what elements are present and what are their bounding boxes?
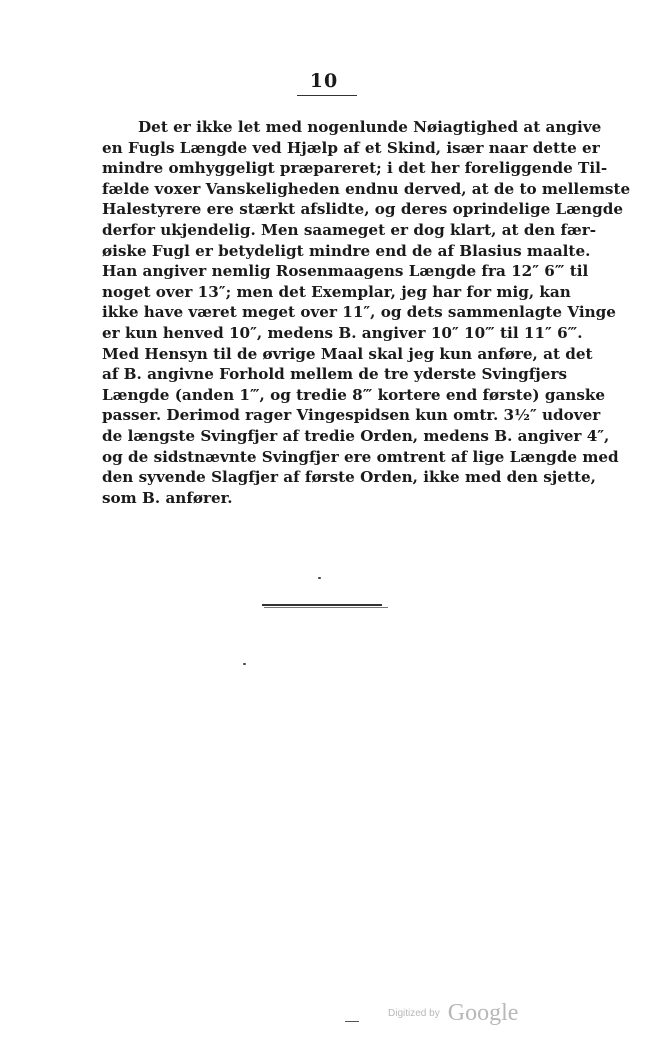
text-line: Halestyrere ere stærkt afslidte, og deres oprindelige Længde <box>102 200 623 219</box>
bottom-dash <box>345 1021 359 1022</box>
page-number-underline <box>297 95 357 96</box>
text-line: noget over 13″; men det Exemplar, jeg har for mig, kan <box>102 282 571 301</box>
text-line: øiske Fugl er betydeligt mindre end de af Blasius maalte. <box>102 241 591 260</box>
watermark-prefix: Digitized by <box>388 1008 440 1019</box>
text-line: Han angiver nemlig Rosenmaagens Længde fra 12″ 6‴ til <box>102 262 589 281</box>
text-line: passer. Derimod rager Vingespidsen kun omtr. 3½″ udover <box>102 406 601 425</box>
ink-speck <box>318 577 321 579</box>
text-line: Det er ikke let med nogenlunde Nøiagtighed at angive <box>138 118 602 136</box>
text-line: mindre omhyggeligt præpareret; i det her foreliggende Til- <box>102 159 608 178</box>
text-line: den syvende Slagfjer af første Orden, ikke med den sjette, <box>102 468 596 487</box>
text-line: de længste Svingfjer af tredie Orden, medens B. angiver 4″, <box>102 426 610 445</box>
text-line: som B. anfører. <box>102 488 233 507</box>
text-line: og de sidstnævnte Svingfjer ere omtrent af lige Længde med <box>102 447 619 466</box>
text-line: Med Hensyn til de øvrige Maal skal jeg kun anføre, at det <box>102 344 593 363</box>
ink-speck <box>243 663 246 665</box>
body-paragraph <box>102 117 631 508</box>
end-of-text-rule <box>262 604 388 608</box>
page-number: 10 <box>309 70 339 92</box>
text-line: er kun henved 10″, medens B. angiver 10″ 10‴ til 11″ 6‴. <box>102 323 583 342</box>
digitized-watermark <box>388 1000 518 1027</box>
google-logo: Google <box>447 1000 519 1026</box>
text-line: Længde (anden 1‴, og tredie 8‴ kortere end første) ganske <box>102 385 606 404</box>
text-line: ikke have været meget over 11″, og dets sammenlagte Vinge <box>102 303 616 322</box>
text-line: af B. angivne Forhold mellem de tre yderste Svingfjers <box>102 365 568 384</box>
text-line: en Fugls Længde ved Hjælp af et Skind, især naar dette er <box>102 138 600 157</box>
text-line: fælde voxer Vanskeligheden endnu derved, at de to mellemste <box>102 179 631 198</box>
text-line: derfor ukjendelig. Men saameget er dog klart, at den fær- <box>102 220 597 239</box>
